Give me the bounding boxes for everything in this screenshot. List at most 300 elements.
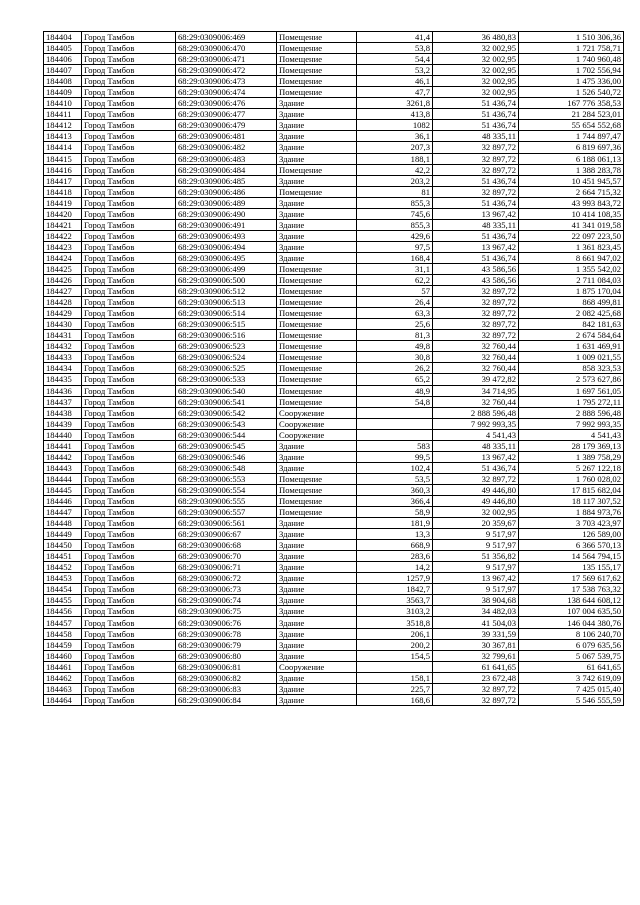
table-row <box>44 407 624 418</box>
unit-price-cell: 23 672,48 <box>433 672 519 683</box>
unit-price-cell: 34 714,95 <box>433 385 519 396</box>
cadastral-value-cell: 1 875 170,04 <box>519 286 624 297</box>
row-id-cell: 184459 <box>44 639 82 650</box>
unit-price-cell: 39 472,82 <box>433 374 519 385</box>
cadastral-value-cell: 126 589,00 <box>519 529 624 540</box>
cadastral-number-cell: 68:29:0309006:491 <box>176 219 277 230</box>
table-row <box>44 363 624 374</box>
table-row <box>44 562 624 573</box>
object-type-cell: Помещение <box>277 164 357 175</box>
area-cell: 429,6 <box>357 230 433 241</box>
cadastral-number-cell: 68:29:0309006:495 <box>176 252 277 263</box>
row-id-cell: 184448 <box>44 518 82 529</box>
table-row <box>44 186 624 197</box>
area-cell: 3563,7 <box>357 595 433 606</box>
table-row <box>44 308 624 319</box>
cadastral-value-cell: 3 703 423,97 <box>519 518 624 529</box>
cadastral-number-cell: 68:29:0309006:543 <box>176 418 277 429</box>
row-id-cell: 184425 <box>44 263 82 274</box>
unit-price-cell: 61 641,65 <box>433 661 519 672</box>
city-cell: Город Тамбов <box>82 584 176 595</box>
unit-price-cell: 32 002,95 <box>433 65 519 76</box>
unit-price-cell: 30 367,81 <box>433 639 519 650</box>
cadastral-value-cell: 1 697 561,05 <box>519 385 624 396</box>
cadastral-number-cell: 68:29:0309006:72 <box>176 573 277 584</box>
object-type-cell: Здание <box>277 617 357 628</box>
row-id-cell: 184449 <box>44 529 82 540</box>
cadastral-value-cell: 1 721 758,71 <box>519 43 624 54</box>
cadastral-number-cell: 68:29:0309006:469 <box>176 32 277 43</box>
table-row <box>44 683 624 694</box>
row-id-cell: 184444 <box>44 473 82 484</box>
row-id-cell: 184447 <box>44 507 82 518</box>
cadastral-number-cell: 68:29:0309006:494 <box>176 241 277 252</box>
table-row <box>44 617 624 628</box>
city-cell: Город Тамбов <box>82 43 176 54</box>
area-cell: 65,2 <box>357 374 433 385</box>
city-cell: Город Тамбов <box>82 694 176 705</box>
city-cell: Город Тамбов <box>82 208 176 219</box>
cadastral-number-cell: 68:29:0309006:82 <box>176 672 277 683</box>
city-cell: Город Тамбов <box>82 32 176 43</box>
cadastral-number-cell: 68:29:0309006:68 <box>176 540 277 551</box>
area-cell <box>357 418 433 429</box>
object-type-cell: Помещение <box>277 275 357 286</box>
row-id-cell: 184440 <box>44 429 82 440</box>
object-type-cell: Здание <box>277 197 357 208</box>
object-type-cell: Здание <box>277 518 357 529</box>
city-cell: Город Тамбов <box>82 385 176 396</box>
cadastral-number-cell: 68:29:0309006:67 <box>176 529 277 540</box>
table-row <box>44 252 624 263</box>
unit-price-cell: 38 904,68 <box>433 595 519 606</box>
cadastral-value-cell: 2 674 584,64 <box>519 330 624 341</box>
object-type-cell: Помещение <box>277 76 357 87</box>
cadastral-value-cell: 10 414 108,35 <box>519 208 624 219</box>
object-type-cell: Здание <box>277 440 357 451</box>
cadastral-value-cell: 6 819 697,36 <box>519 142 624 153</box>
unit-price-cell: 51 356,82 <box>433 551 519 562</box>
object-type-cell: Помещение <box>277 43 357 54</box>
row-id-cell: 184417 <box>44 175 82 186</box>
cadastral-number-cell: 68:29:0309006:544 <box>176 429 277 440</box>
area-cell: 97,5 <box>357 241 433 252</box>
table-row <box>44 473 624 484</box>
object-type-cell: Помещение <box>277 308 357 319</box>
cadastral-value-cell: 1 510 306,36 <box>519 32 624 43</box>
unit-price-cell: 32 897,72 <box>433 142 519 153</box>
cadastral-value-cell: 5 267 122,18 <box>519 462 624 473</box>
area-cell: 413,8 <box>357 109 433 120</box>
row-id-cell: 184439 <box>44 418 82 429</box>
area-cell: 54,8 <box>357 396 433 407</box>
city-cell: Город Тамбов <box>82 308 176 319</box>
cadastral-number-cell: 68:29:0309006:484 <box>176 164 277 175</box>
table-row <box>44 484 624 495</box>
area-cell: 668,9 <box>357 540 433 551</box>
row-id-cell: 184438 <box>44 407 82 418</box>
table-row <box>44 65 624 76</box>
cadastral-number-cell: 68:29:0309006:75 <box>176 606 277 617</box>
unit-price-cell: 9 517,97 <box>433 584 519 595</box>
object-type-cell: Здание <box>277 241 357 252</box>
area-cell: 1082 <box>357 120 433 131</box>
city-cell: Город Тамбов <box>82 595 176 606</box>
area-cell: 855,3 <box>357 219 433 230</box>
table-row <box>44 584 624 595</box>
table-row <box>44 352 624 363</box>
cadastral-number-cell: 68:29:0309006:548 <box>176 462 277 473</box>
cadastral-number-cell: 68:29:0309006:489 <box>176 197 277 208</box>
cadastral-value-cell: 1 526 540,72 <box>519 87 624 98</box>
cadastral-number-cell: 68:29:0309006:470 <box>176 43 277 54</box>
object-type-cell: Здание <box>277 230 357 241</box>
object-type-cell: Помещение <box>277 330 357 341</box>
row-id-cell: 184407 <box>44 65 82 76</box>
cadastral-number-cell: 68:29:0309006:78 <box>176 628 277 639</box>
city-cell: Город Тамбов <box>82 164 176 175</box>
unit-price-cell: 32 760,44 <box>433 396 519 407</box>
table-row <box>44 76 624 87</box>
table-row <box>44 374 624 385</box>
city-cell: Город Тамбов <box>82 197 176 208</box>
city-cell: Город Тамбов <box>82 374 176 385</box>
unit-price-cell: 43 586,56 <box>433 263 519 274</box>
cadastral-value-cell: 6 079 635,56 <box>519 639 624 650</box>
object-type-cell: Помещение <box>277 374 357 385</box>
row-id-cell: 184414 <box>44 142 82 153</box>
cadastral-number-cell: 68:29:0309006:554 <box>176 484 277 495</box>
city-cell: Город Тамбов <box>82 606 176 617</box>
cadastral-number-cell: 68:29:0309006:474 <box>176 87 277 98</box>
cadastral-value-cell: 146 044 380,76 <box>519 617 624 628</box>
unit-price-cell: 32 002,95 <box>433 87 519 98</box>
cadastral-number-cell: 68:29:0309006:476 <box>176 98 277 109</box>
city-cell: Город Тамбов <box>82 263 176 274</box>
cadastral-number-cell: 68:29:0309006:486 <box>176 186 277 197</box>
table-row <box>44 462 624 473</box>
object-type-cell: Здание <box>277 208 357 219</box>
area-cell: 81,3 <box>357 330 433 341</box>
cadastral-value-cell: 1 475 336,00 <box>519 76 624 87</box>
area-cell: 25,6 <box>357 319 433 330</box>
unit-price-cell: 34 482,03 <box>433 606 519 617</box>
unit-price-cell: 32 897,72 <box>433 308 519 319</box>
cadastral-value-cell: 8 106 240,70 <box>519 628 624 639</box>
object-type-cell: Помещение <box>277 473 357 484</box>
object-type-cell: Здание <box>277 562 357 573</box>
area-cell: 42,2 <box>357 164 433 175</box>
cadastral-number-cell: 68:29:0309006:481 <box>176 131 277 142</box>
table-row <box>44 429 624 440</box>
object-type-cell: Здание <box>277 98 357 109</box>
row-id-cell: 184431 <box>44 330 82 341</box>
cadastral-number-cell: 68:29:0309006:555 <box>176 495 277 506</box>
cadastral-number-cell: 68:29:0309006:479 <box>176 120 277 131</box>
row-id-cell: 184462 <box>44 672 82 683</box>
city-cell: Город Тамбов <box>82 286 176 297</box>
cadastral-value-cell: 6 188 061,13 <box>519 153 624 164</box>
cadastral-value-cell: 1 361 823,45 <box>519 241 624 252</box>
table-row <box>44 32 624 43</box>
table-row <box>44 286 624 297</box>
row-id-cell: 184452 <box>44 562 82 573</box>
table-row <box>44 595 624 606</box>
cadastral-number-cell: 68:29:0309006:514 <box>176 308 277 319</box>
area-cell: 200,2 <box>357 639 433 650</box>
row-id-cell: 184415 <box>44 153 82 164</box>
city-cell: Город Тамбов <box>82 131 176 142</box>
row-id-cell: 184442 <box>44 451 82 462</box>
object-type-cell: Помещение <box>277 286 357 297</box>
cadastral-value-cell: 1 631 469,91 <box>519 341 624 352</box>
cadastral-value-cell: 17 815 682,04 <box>519 484 624 495</box>
object-type-cell: Здание <box>277 595 357 606</box>
cadastral-value-cell: 3 742 619,09 <box>519 672 624 683</box>
cadastral-value-cell: 5 546 555,59 <box>519 694 624 705</box>
table-row <box>44 573 624 584</box>
unit-price-cell: 48 335,11 <box>433 131 519 142</box>
row-id-cell: 184428 <box>44 297 82 308</box>
table-row <box>44 43 624 54</box>
cadastral-number-cell: 68:29:0309006:516 <box>176 330 277 341</box>
city-cell: Город Тамбов <box>82 518 176 529</box>
area-cell: 26,4 <box>357 297 433 308</box>
cadastral-number-cell: 68:29:0309006:500 <box>176 275 277 286</box>
cadastral-value-cell: 167 776 358,53 <box>519 98 624 109</box>
area-cell: 360,3 <box>357 484 433 495</box>
unit-price-cell: 9 517,97 <box>433 540 519 551</box>
area-cell: 48,9 <box>357 385 433 396</box>
unit-price-cell: 32 002,95 <box>433 507 519 518</box>
cadastral-value-cell: 21 284 523,01 <box>519 109 624 120</box>
cadastral-number-cell: 68:29:0309006:524 <box>176 352 277 363</box>
area-cell: 99,5 <box>357 451 433 462</box>
unit-price-cell: 51 436,74 <box>433 98 519 109</box>
row-id-cell: 184437 <box>44 396 82 407</box>
object-type-cell: Здание <box>277 120 357 131</box>
city-cell: Город Тамбов <box>82 617 176 628</box>
cadastral-value-cell: 41 341 019,58 <box>519 219 624 230</box>
cadastral-value-cell: 135 155,17 <box>519 562 624 573</box>
cadastral-value-cell: 8 661 947,02 <box>519 252 624 263</box>
area-cell: 62,2 <box>357 275 433 286</box>
city-cell: Город Тамбов <box>82 330 176 341</box>
cadastral-number-cell: 68:29:0309006:540 <box>176 385 277 396</box>
cadastral-value-cell: 61 641,65 <box>519 661 624 672</box>
row-id-cell: 184411 <box>44 109 82 120</box>
cadastral-number-cell: 68:29:0309006:483 <box>176 153 277 164</box>
city-cell: Город Тамбов <box>82 352 176 363</box>
row-id-cell: 184433 <box>44 352 82 363</box>
cadastral-value-cell: 2 573 627,86 <box>519 374 624 385</box>
unit-price-cell: 13 967,42 <box>433 451 519 462</box>
table-row <box>44 628 624 639</box>
area-cell: 47,7 <box>357 87 433 98</box>
table-row <box>44 319 624 330</box>
area-cell: 54,4 <box>357 54 433 65</box>
area-cell: 366,4 <box>357 495 433 506</box>
row-id-cell: 184421 <box>44 219 82 230</box>
cadastral-number-cell: 68:29:0309006:499 <box>176 263 277 274</box>
area-cell: 53,8 <box>357 43 433 54</box>
city-cell: Город Тамбов <box>82 507 176 518</box>
object-type-cell: Здание <box>277 529 357 540</box>
cadastral-value-cell: 1 740 960,48 <box>519 54 624 65</box>
row-id-cell: 184446 <box>44 495 82 506</box>
unit-price-cell: 32 760,44 <box>433 363 519 374</box>
area-cell: 49,8 <box>357 341 433 352</box>
unit-price-cell: 32 002,95 <box>433 43 519 54</box>
cadastral-value-cell: 1 389 758,29 <box>519 451 624 462</box>
unit-price-cell: 51 436,74 <box>433 462 519 473</box>
area-cell: 168,6 <box>357 694 433 705</box>
unit-price-cell: 49 446,80 <box>433 484 519 495</box>
cadastral-value-cell: 1 760 028,02 <box>519 473 624 484</box>
table-row <box>44 341 624 352</box>
row-id-cell: 184406 <box>44 54 82 65</box>
table-row <box>44 606 624 617</box>
object-type-cell: Помещение <box>277 65 357 76</box>
unit-price-cell: 13 967,42 <box>433 573 519 584</box>
row-id-cell: 184410 <box>44 98 82 109</box>
cadastral-number-cell: 68:29:0309006:81 <box>176 661 277 672</box>
table-row <box>44 54 624 65</box>
row-id-cell: 184419 <box>44 197 82 208</box>
cadastral-value-cell: 43 993 843,72 <box>519 197 624 208</box>
city-cell: Город Тамбов <box>82 462 176 473</box>
object-type-cell: Помещение <box>277 352 357 363</box>
table-row <box>44 440 624 451</box>
row-id-cell: 184420 <box>44 208 82 219</box>
row-id-cell: 184457 <box>44 617 82 628</box>
unit-price-cell: 32 897,72 <box>433 694 519 705</box>
city-cell: Город Тамбов <box>82 241 176 252</box>
table-row <box>44 672 624 683</box>
area-cell: 1842,7 <box>357 584 433 595</box>
object-type-cell: Помещение <box>277 186 357 197</box>
object-type-cell: Здание <box>277 131 357 142</box>
cadastral-number-cell: 68:29:0309006:557 <box>176 507 277 518</box>
row-id-cell: 184424 <box>44 252 82 263</box>
area-cell: 168,4 <box>357 252 433 263</box>
object-type-cell: Здание <box>277 584 357 595</box>
city-cell: Город Тамбов <box>82 495 176 506</box>
table-row <box>44 451 624 462</box>
cadastral-number-cell: 68:29:0309006:553 <box>176 473 277 484</box>
table-row <box>44 109 624 120</box>
area-cell: 207,3 <box>357 142 433 153</box>
area-cell: 41,4 <box>357 32 433 43</box>
table-row <box>44 297 624 308</box>
table-row <box>44 330 624 341</box>
unit-price-cell: 32 002,95 <box>433 76 519 87</box>
city-cell: Город Тамбов <box>82 219 176 230</box>
city-cell: Город Тамбов <box>82 562 176 573</box>
city-cell: Город Тамбов <box>82 672 176 683</box>
area-cell: 14,2 <box>357 562 433 573</box>
table-row <box>44 507 624 518</box>
row-id-cell: 184432 <box>44 341 82 352</box>
row-id-cell: 184429 <box>44 308 82 319</box>
table-row <box>44 241 624 252</box>
cadastral-number-cell: 68:29:0309006:515 <box>176 319 277 330</box>
cadastral-number-cell: 68:29:0309006:83 <box>176 683 277 694</box>
cadastral-number-cell: 68:29:0309006:545 <box>176 440 277 451</box>
object-type-cell: Здание <box>277 219 357 230</box>
row-id-cell: 184408 <box>44 76 82 87</box>
city-cell: Город Тамбов <box>82 451 176 462</box>
unit-price-cell: 4 541,43 <box>433 429 519 440</box>
unit-price-cell: 13 967,42 <box>433 241 519 252</box>
city-cell: Город Тамбов <box>82 396 176 407</box>
object-type-cell: Помещение <box>277 87 357 98</box>
unit-price-cell: 2 888 596,48 <box>433 407 519 418</box>
area-cell: 283,6 <box>357 551 433 562</box>
city-cell: Город Тамбов <box>82 319 176 330</box>
object-type-cell: Здание <box>277 462 357 473</box>
area-cell: 58,9 <box>357 507 433 518</box>
cadastral-value-cell: 1 795 272,11 <box>519 396 624 407</box>
table-row <box>44 131 624 142</box>
cadastral-value-cell: 2 664 715,32 <box>519 186 624 197</box>
cadastral-value-cell: 5 067 539,75 <box>519 650 624 661</box>
unit-price-cell: 20 359,67 <box>433 518 519 529</box>
object-type-cell: Здание <box>277 540 357 551</box>
unit-price-cell: 7 992 993,35 <box>433 418 519 429</box>
row-id-cell: 184441 <box>44 440 82 451</box>
row-id-cell: 184463 <box>44 683 82 694</box>
table-row <box>44 98 624 109</box>
row-id-cell: 184453 <box>44 573 82 584</box>
unit-price-cell: 32 002,95 <box>433 54 519 65</box>
row-id-cell: 184436 <box>44 385 82 396</box>
unit-price-cell: 41 504,03 <box>433 617 519 628</box>
area-cell: 203,2 <box>357 175 433 186</box>
object-type-cell: Помещение <box>277 495 357 506</box>
unit-price-cell: 51 436,74 <box>433 197 519 208</box>
object-type-cell: Здание <box>277 153 357 164</box>
unit-price-cell: 32 897,72 <box>433 683 519 694</box>
object-type-cell: Здание <box>277 451 357 462</box>
object-type-cell: Здание <box>277 628 357 639</box>
city-cell: Город Тамбов <box>82 297 176 308</box>
cadastral-value-cell: 1 388 283,78 <box>519 164 624 175</box>
cadastral-number-cell: 68:29:0309006:490 <box>176 208 277 219</box>
area-cell: 30,8 <box>357 352 433 363</box>
row-id-cell: 184456 <box>44 606 82 617</box>
row-id-cell: 184460 <box>44 650 82 661</box>
row-id-cell: 184412 <box>44 120 82 131</box>
row-id-cell: 184405 <box>44 43 82 54</box>
row-id-cell: 184426 <box>44 275 82 286</box>
cadastral-value-cell: 28 179 369,13 <box>519 440 624 451</box>
city-cell: Город Тамбов <box>82 540 176 551</box>
row-id-cell: 184423 <box>44 241 82 252</box>
area-cell: 63,3 <box>357 308 433 319</box>
object-type-cell: Помещение <box>277 297 357 308</box>
object-type-cell: Здание <box>277 683 357 694</box>
table-row <box>44 142 624 153</box>
row-id-cell: 184458 <box>44 628 82 639</box>
table-row <box>44 661 624 672</box>
object-type-cell: Помещение <box>277 263 357 274</box>
cadastral-value-cell: 1 744 897,47 <box>519 131 624 142</box>
city-cell: Город Тамбов <box>82 529 176 540</box>
unit-price-cell: 43 586,56 <box>433 275 519 286</box>
city-cell: Город Тамбов <box>82 65 176 76</box>
unit-price-cell: 48 335,11 <box>433 219 519 230</box>
